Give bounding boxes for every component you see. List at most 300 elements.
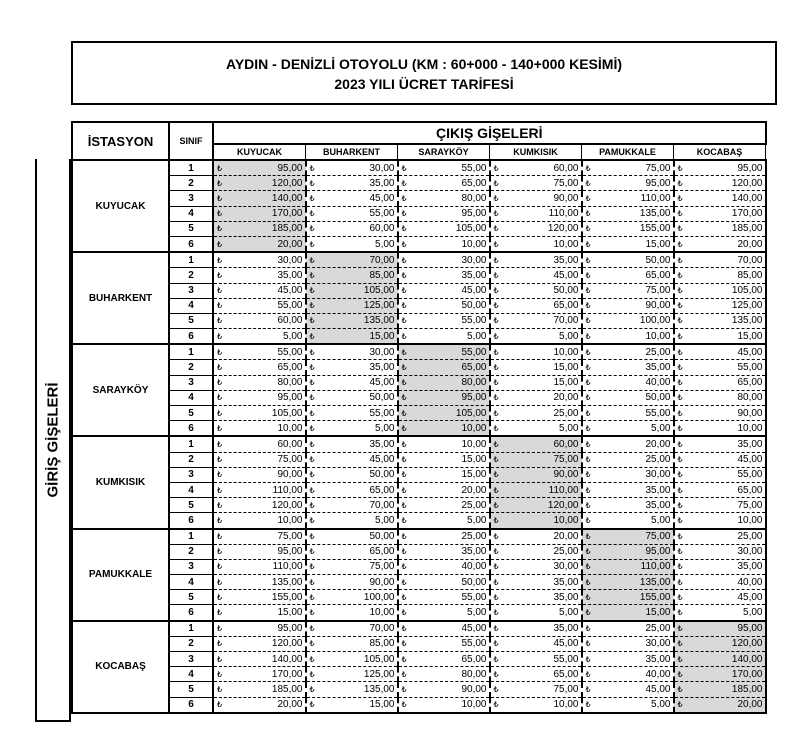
price-cell-content [307, 254, 397, 267]
lira-currency-icon: ₺ [585, 270, 591, 280]
price-cell [490, 436, 582, 452]
lira-currency-icon: ₺ [217, 515, 223, 525]
tariff-subtitle: 2023 YILI ÜCRET TARİFESİ [334, 76, 514, 92]
price-cell-content [491, 484, 581, 497]
lira-currency-icon: ₺ [677, 224, 683, 234]
lira-currency-icon: ₺ [677, 500, 683, 510]
lira-currency-icon: ₺ [401, 654, 407, 664]
price-cell-content [491, 622, 581, 635]
lira-currency-icon: ₺ [677, 255, 683, 265]
price-amount: 75,00 [553, 683, 579, 695]
price-amount: 35,00 [553, 623, 579, 635]
price-amount: 120,00 [271, 499, 303, 511]
price-cell-content [583, 192, 673, 205]
price-amount: 5,00 [559, 607, 579, 619]
price-cell [398, 498, 490, 513]
lira-currency-icon: ₺ [217, 500, 223, 510]
lira-currency-icon: ₺ [493, 423, 499, 433]
price-amount: 35,00 [645, 362, 671, 374]
lira-currency-icon: ₺ [217, 378, 223, 388]
price-amount: 55,00 [461, 162, 487, 174]
lira-currency-icon: ₺ [401, 193, 407, 203]
lira-currency-icon: ₺ [217, 286, 223, 296]
lira-currency-icon: ₺ [585, 684, 591, 694]
price-cell-content [491, 238, 581, 251]
price-cell-content [583, 560, 673, 573]
price-amount: 60,00 [553, 438, 579, 450]
price-cell-content [307, 284, 397, 297]
price-cell [490, 283, 582, 298]
price-cell [306, 529, 398, 545]
lira-currency-icon: ₺ [401, 363, 407, 373]
price-cell-content [675, 314, 765, 327]
header-exit-column: SARAYKÖY [398, 144, 490, 160]
lira-currency-icon: ₺ [585, 393, 591, 403]
lira-currency-icon: ₺ [309, 455, 315, 465]
price-amount: 135,00 [639, 208, 671, 220]
lira-currency-icon: ₺ [493, 255, 499, 265]
price-cell-content [583, 514, 673, 527]
lira-currency-icon: ₺ [309, 423, 315, 433]
lira-currency-icon: ₺ [585, 455, 591, 465]
price-amount: 35,00 [369, 362, 395, 374]
price-cell [490, 360, 582, 375]
price-cell-content [307, 453, 397, 466]
vehicle-class: 6 [169, 421, 213, 437]
price-cell-content [491, 530, 581, 543]
price-cell-content [399, 514, 489, 527]
price-amount: 50,00 [369, 469, 395, 481]
price-cell [306, 667, 398, 682]
vehicle-class: 2 [169, 360, 213, 375]
price-cell-content [214, 422, 305, 435]
price-cell-content [399, 177, 489, 190]
price-amount: 170,00 [731, 208, 763, 220]
lira-currency-icon: ₺ [217, 439, 223, 449]
lira-currency-icon: ₺ [493, 439, 499, 449]
price-cell [306, 160, 398, 176]
price-cell-content [399, 606, 489, 619]
header-class: SINIF [169, 122, 213, 160]
price-cell [306, 467, 398, 482]
price-cell-content [491, 653, 581, 666]
price-cell [398, 283, 490, 298]
vehicle-class: 4 [169, 575, 213, 590]
price-amount: 90,00 [277, 469, 303, 481]
price-cell [213, 652, 306, 667]
lira-currency-icon: ₺ [677, 608, 683, 618]
price-cell [674, 605, 766, 621]
price-cell [674, 590, 766, 605]
lira-currency-icon: ₺ [401, 286, 407, 296]
price-cell-content [214, 330, 305, 343]
price-cell [398, 682, 490, 697]
price-cell [490, 236, 582, 252]
price-cell [674, 697, 766, 713]
price-cell [582, 436, 674, 452]
price-cell [398, 329, 490, 345]
lira-currency-icon: ₺ [309, 224, 315, 234]
price-cell-content [491, 499, 581, 512]
lira-currency-icon: ₺ [677, 669, 683, 679]
price-cell-content [583, 254, 673, 267]
price-cell-content [491, 314, 581, 327]
price-cell-content [583, 622, 673, 635]
lira-currency-icon: ₺ [217, 331, 223, 341]
price-amount: 110,00 [640, 192, 671, 204]
lira-currency-icon: ₺ [493, 178, 499, 188]
price-amount: 55,00 [737, 469, 763, 481]
lira-currency-icon: ₺ [677, 562, 683, 572]
price-cell [306, 682, 398, 697]
header-row-top [72, 122, 766, 144]
price-amount: 10,00 [553, 238, 579, 250]
vehicle-class: 1 [169, 160, 213, 176]
vehicle-class: 5 [169, 313, 213, 328]
lira-currency-icon: ₺ [217, 347, 223, 357]
lira-currency-icon: ₺ [677, 347, 683, 357]
lira-currency-icon: ₺ [585, 669, 591, 679]
price-amount: 135,00 [639, 576, 671, 588]
price-cell [398, 436, 490, 452]
price-cell-content [675, 391, 765, 404]
price-cell [306, 421, 398, 437]
price-cell-content [214, 591, 305, 604]
price-amount: 170,00 [731, 668, 763, 680]
price-cell-content [214, 346, 305, 359]
price-cell [398, 298, 490, 313]
vehicle-class: 6 [169, 513, 213, 529]
lira-currency-icon: ₺ [493, 393, 499, 403]
entry-gates-band [35, 159, 71, 722]
price-cell-content [214, 299, 305, 312]
lira-currency-icon: ₺ [493, 562, 499, 572]
price-cell-content [307, 238, 397, 251]
lira-currency-icon: ₺ [677, 592, 683, 602]
price-cell [674, 406, 766, 421]
price-cell-content [583, 576, 673, 589]
entry-station-name: PAMUKKALE [72, 529, 169, 621]
price-amount: 5,00 [375, 422, 395, 434]
price-cell-content [214, 668, 305, 681]
price-cell-content [214, 438, 305, 451]
price-cell-content [675, 422, 765, 435]
price-cell-content [675, 484, 765, 497]
price-amount: 65,00 [461, 653, 487, 665]
price-cell [582, 390, 674, 405]
price-cell-content [675, 207, 765, 220]
vehicle-class: 4 [169, 390, 213, 405]
price-cell-content [675, 453, 765, 466]
lira-currency-icon: ₺ [585, 608, 591, 618]
price-amount: 85,00 [737, 269, 763, 281]
price-cell-content [214, 361, 305, 374]
price-cell-content [491, 668, 581, 681]
price-amount: 10,00 [369, 607, 395, 619]
price-cell-content [399, 637, 489, 650]
price-amount: 35,00 [645, 499, 671, 511]
price-cell [582, 575, 674, 590]
price-cell-content [675, 683, 765, 696]
price-amount: 140,00 [271, 653, 303, 665]
price-amount: 45,00 [369, 192, 395, 204]
price-cell-content [675, 606, 765, 619]
price-cell [398, 529, 490, 545]
price-cell [490, 667, 582, 682]
price-cell [582, 621, 674, 637]
price-amount: 55,00 [277, 300, 303, 312]
price-cell [582, 529, 674, 545]
lira-currency-icon: ₺ [401, 255, 407, 265]
price-amount: 10,00 [645, 330, 671, 342]
price-cell-content [491, 284, 581, 297]
price-amount: 170,00 [271, 668, 303, 680]
price-cell [582, 236, 674, 252]
lira-currency-icon: ₺ [677, 654, 683, 664]
lira-currency-icon: ₺ [401, 439, 407, 449]
price-cell [582, 652, 674, 667]
lira-currency-icon: ₺ [309, 331, 315, 341]
lira-currency-icon: ₺ [585, 163, 591, 173]
price-amount: 25,00 [645, 346, 671, 358]
price-cell-content [307, 606, 397, 619]
lira-currency-icon: ₺ [585, 639, 591, 649]
price-amount: 120,00 [547, 223, 579, 235]
price-amount: 60,00 [277, 315, 303, 327]
entry-station-name: KUYUCAK [72, 160, 169, 252]
price-cell [398, 652, 490, 667]
price-amount: 30,00 [277, 254, 303, 266]
vehicle-class: 3 [169, 283, 213, 298]
price-cell [582, 252, 674, 268]
vehicle-class: 2 [169, 544, 213, 559]
lira-currency-icon: ₺ [217, 485, 223, 495]
lira-currency-icon: ₺ [677, 163, 683, 173]
price-cell [213, 421, 306, 437]
entry-gates-label: GİRİŞ GİŞELERİ [44, 381, 62, 498]
lira-currency-icon: ₺ [217, 393, 223, 403]
price-cell [398, 176, 490, 191]
price-cell [582, 344, 674, 360]
price-cell-content [399, 330, 489, 343]
price-cell [213, 667, 306, 682]
price-cell [674, 529, 766, 545]
lira-currency-icon: ₺ [493, 577, 499, 587]
price-cell [213, 590, 306, 605]
price-amount: 70,00 [553, 315, 579, 327]
table-row [72, 544, 766, 559]
lira-currency-icon: ₺ [217, 301, 223, 311]
price-cell-content [491, 698, 581, 711]
lira-currency-icon: ₺ [585, 408, 591, 418]
price-cell [490, 513, 582, 529]
price-cell [398, 206, 490, 221]
price-cell [674, 390, 766, 405]
price-cell [582, 667, 674, 682]
price-amount: 65,00 [461, 177, 487, 189]
price-amount: 30,00 [369, 346, 395, 358]
price-amount: 45,00 [369, 377, 395, 389]
price-amount: 10,00 [553, 346, 579, 358]
table-row [72, 236, 766, 252]
price-amount: 185,00 [731, 223, 763, 235]
price-cell [213, 375, 306, 390]
price-amount: 110,00 [272, 561, 303, 573]
price-cell [213, 467, 306, 482]
price-amount: 75,00 [369, 561, 395, 573]
lira-currency-icon: ₺ [217, 624, 223, 634]
price-cell [398, 360, 490, 375]
lira-currency-icon: ₺ [401, 331, 407, 341]
price-cell [582, 206, 674, 221]
price-cell-content [307, 162, 397, 175]
price-amount: 55,00 [369, 208, 395, 220]
price-cell [398, 221, 490, 236]
lira-currency-icon: ₺ [493, 363, 499, 373]
price-amount: 30,00 [461, 254, 487, 266]
price-amount: 25,00 [645, 623, 671, 635]
price-amount: 5,00 [559, 422, 579, 434]
price-cell-content [675, 192, 765, 205]
price-cell [674, 375, 766, 390]
vehicle-class: 2 [169, 452, 213, 467]
price-cell-content [307, 422, 397, 435]
vehicle-class: 6 [169, 329, 213, 345]
price-cell [674, 452, 766, 467]
price-amount: 120,00 [547, 499, 579, 511]
price-cell [582, 636, 674, 651]
lira-currency-icon: ₺ [493, 408, 499, 418]
price-cell-content [307, 222, 397, 235]
price-cell [306, 652, 398, 667]
lira-currency-icon: ₺ [309, 485, 315, 495]
vehicle-class: 5 [169, 498, 213, 513]
price-cell-content [307, 499, 397, 512]
price-amount: 65,00 [553, 668, 579, 680]
price-cell-content [491, 545, 581, 558]
price-cell-content [399, 192, 489, 205]
price-cell [398, 697, 490, 713]
price-amount: 55,00 [737, 362, 763, 374]
entry-station-name: KUMKISIK [72, 436, 169, 528]
table-row [72, 636, 766, 651]
price-cell [213, 160, 306, 176]
lira-currency-icon: ₺ [585, 301, 591, 311]
vehicle-class: 5 [169, 682, 213, 697]
price-amount: 10,00 [461, 238, 487, 250]
lira-currency-icon: ₺ [677, 639, 683, 649]
price-amount: 50,00 [461, 300, 487, 312]
lira-currency-icon: ₺ [585, 378, 591, 388]
price-cell-content [307, 683, 397, 696]
table-row [72, 375, 766, 390]
lira-currency-icon: ₺ [677, 270, 683, 280]
price-cell [582, 313, 674, 328]
price-cell [490, 313, 582, 328]
price-cell [674, 283, 766, 298]
price-amount: 35,00 [369, 438, 395, 450]
lira-currency-icon: ₺ [493, 163, 499, 173]
price-amount: 25,00 [461, 531, 487, 543]
table-row [72, 559, 766, 574]
price-amount: 120,00 [271, 638, 303, 650]
price-cell [674, 621, 766, 637]
price-amount: 135,00 [363, 683, 395, 695]
price-amount: 5,00 [651, 422, 671, 434]
lira-currency-icon: ₺ [309, 470, 315, 480]
price-cell [398, 667, 490, 682]
price-cell-content [399, 484, 489, 497]
price-cell [582, 559, 674, 574]
price-amount: 45,00 [645, 683, 671, 695]
price-cell [674, 221, 766, 236]
price-cell-content [399, 162, 489, 175]
price-cell [582, 298, 674, 313]
price-cell-content [399, 238, 489, 251]
price-cell [674, 467, 766, 482]
lira-currency-icon: ₺ [585, 239, 591, 249]
lira-currency-icon: ₺ [401, 485, 407, 495]
price-amount: 20,00 [553, 392, 579, 404]
price-cell-content [583, 438, 673, 451]
price-cell-content [307, 637, 397, 650]
lira-currency-icon: ₺ [585, 423, 591, 433]
price-amount: 95,00 [277, 162, 303, 174]
lira-currency-icon: ₺ [585, 286, 591, 296]
price-cell [306, 559, 398, 574]
price-amount: 10,00 [553, 699, 579, 711]
price-amount: 25,00 [553, 407, 579, 419]
price-cell-content [399, 576, 489, 589]
price-amount: 25,00 [461, 499, 487, 511]
lira-currency-icon: ₺ [217, 163, 223, 173]
price-cell-content [399, 622, 489, 635]
price-cell [582, 605, 674, 621]
price-cell-content [675, 299, 765, 312]
lira-currency-icon: ₺ [309, 669, 315, 679]
price-cell [490, 482, 582, 497]
price-amount: 135,00 [731, 315, 763, 327]
price-cell-content [399, 668, 489, 681]
price-cell-content [491, 222, 581, 235]
price-amount: 90,00 [369, 576, 395, 588]
price-cell-content [307, 269, 397, 282]
price-cell-content [399, 499, 489, 512]
lira-currency-icon: ₺ [401, 163, 407, 173]
lira-currency-icon: ₺ [309, 439, 315, 449]
price-cell-content [307, 192, 397, 205]
lira-currency-icon: ₺ [585, 547, 591, 557]
price-cell [398, 421, 490, 437]
price-amount: 35,00 [737, 438, 763, 450]
price-cell-content [399, 698, 489, 711]
price-cell [490, 390, 582, 405]
price-cell [674, 559, 766, 574]
price-cell [490, 559, 582, 574]
lira-currency-icon: ₺ [309, 393, 315, 403]
price-cell-content [491, 376, 581, 389]
lira-currency-icon: ₺ [401, 500, 407, 510]
table-row [72, 313, 766, 328]
price-amount: 135,00 [271, 576, 303, 588]
vehicle-class: 3 [169, 467, 213, 482]
price-cell [213, 513, 306, 529]
lira-currency-icon: ₺ [585, 624, 591, 634]
lira-currency-icon: ₺ [401, 532, 407, 542]
price-amount: 185,00 [731, 683, 763, 695]
price-cell-content [307, 591, 397, 604]
price-amount: 35,00 [369, 177, 395, 189]
